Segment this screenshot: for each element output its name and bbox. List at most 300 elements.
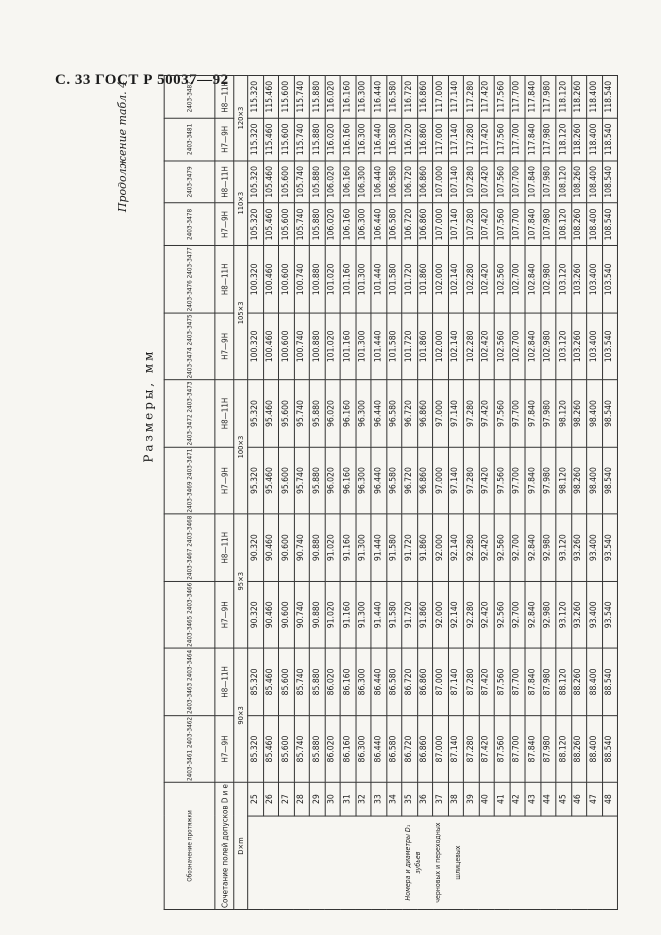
designation-cell: 2403-3463 2403-3464: [164, 648, 215, 715]
diameter-value: 115.600: [278, 75, 293, 118]
designation-cell: 2403-3479: [164, 161, 215, 204]
diameter-value: 108.540: [602, 203, 617, 246]
diameter-value: 106.300: [356, 203, 371, 246]
diameter-value: 90.600: [278, 581, 293, 648]
numbers-diameters-label: Номера и диаметры D₁ зубьев: [403, 824, 422, 901]
diameter-value: 101.160: [340, 313, 355, 380]
diameter-value: 107.560: [494, 161, 509, 204]
table-row: [587, 75, 602, 909]
tooth-number: 27: [278, 783, 293, 816]
diameter-value: 91.020: [325, 514, 340, 581]
diameter-value: 101.580: [386, 246, 401, 313]
diameter-value: 86.860: [417, 648, 432, 715]
diameter-value: 108.400: [587, 161, 602, 204]
diameter-value: 88.120: [556, 715, 571, 782]
diameter-value: 95.880: [309, 380, 324, 447]
diameter-value: 118.540: [602, 75, 617, 118]
diameter-value: 90.320: [248, 514, 263, 581]
rotated-table-region: [110, 70, 655, 910]
diameter-value: 90.880: [309, 514, 324, 581]
diameter-value: 105.460: [263, 203, 278, 246]
diameter-value: 100.600: [278, 313, 293, 380]
diameter-value: 96.860: [417, 380, 432, 447]
diameter-value: 106.720: [402, 203, 417, 246]
tooth-number: 47: [587, 783, 602, 816]
diameter-value: 96.020: [325, 380, 340, 447]
diameter-value: 85.880: [309, 648, 324, 715]
module-cell: 105×3: [234, 246, 248, 380]
tooth-number: 48: [602, 783, 617, 816]
diameter-value: 91.580: [386, 581, 401, 648]
designation-header: Обозначение протяжки: [164, 783, 215, 910]
diameter-value: 100.880: [309, 246, 324, 313]
diameter-value: 116.580: [386, 118, 401, 161]
diameter-value: 100.320: [248, 246, 263, 313]
diameter-value: 98.260: [571, 447, 586, 514]
diameter-value: 91.720: [402, 514, 417, 581]
diameter-value: 107.840: [525, 203, 540, 246]
diameter-value: 88.400: [587, 715, 602, 782]
diameter-value: 116.440: [371, 75, 386, 118]
diameter-value: 87.280: [463, 648, 478, 715]
diameter-value: 93.400: [587, 514, 602, 581]
diameter-value: 88.260: [571, 648, 586, 715]
diameter-value: 106.720: [402, 161, 417, 204]
diameter-value: 108.400: [587, 203, 602, 246]
diameter-value: 115.740: [294, 75, 309, 118]
diameter-value: 118.260: [571, 75, 586, 118]
diameter-value: 102.560: [494, 313, 509, 380]
tooth-number: 30: [325, 783, 340, 816]
diameter-value: 86.300: [356, 648, 371, 715]
table-row: [510, 75, 525, 909]
diameter-value: 106.860: [417, 161, 432, 204]
fit-cell: H7—9H: [215, 581, 234, 648]
diameter-value: 106.160: [340, 203, 355, 246]
diameter-value: 118.120: [556, 118, 571, 161]
diameter-value: 107.700: [510, 161, 525, 204]
diameter-value: 87.140: [448, 715, 463, 782]
diameter-value: 97.560: [494, 447, 509, 514]
tooth-number: 44: [540, 783, 555, 816]
tooth-number: 41: [494, 783, 509, 816]
diameter-value: 96.440: [371, 447, 386, 514]
fit-cell: H8—11H: [215, 648, 234, 715]
diameter-value: 103.400: [587, 246, 602, 313]
diameter-value: 86.020: [325, 715, 340, 782]
diameter-value: 92.140: [448, 514, 463, 581]
diameter-value: 101.440: [371, 313, 386, 380]
diameter-value: 95.740: [294, 380, 309, 447]
diameter-value: 117.000: [433, 118, 448, 161]
fit-cell: H7—9H: [215, 447, 234, 514]
tooth-number: 40: [479, 783, 494, 816]
diameter-value: 117.140: [448, 75, 463, 118]
diameter-value: 116.580: [386, 75, 401, 118]
diameter-value: 92.700: [510, 514, 525, 581]
diameter-value: 116.160: [340, 75, 355, 118]
designation-cell: 2403-3472 2403-3473: [164, 380, 215, 447]
diameter-value: 116.860: [417, 118, 432, 161]
diameter-value: 93.120: [556, 514, 571, 581]
diameter-value: 91.440: [371, 514, 386, 581]
diameter-value: 102.140: [448, 313, 463, 380]
diameter-value: 102.840: [525, 246, 540, 313]
diameter-value: 116.020: [325, 118, 340, 161]
diameter-value: 88.540: [602, 715, 617, 782]
diameter-value: 88.260: [571, 715, 586, 782]
diameter-value: 101.020: [325, 313, 340, 380]
diameter-value: 107.280: [463, 161, 478, 204]
designation-row: [164, 75, 215, 909]
diameter-value: 90.460: [263, 514, 278, 581]
diameter-value: 90.600: [278, 514, 293, 581]
diameter-value: 91.020: [325, 581, 340, 648]
diameter-value: 96.020: [325, 447, 340, 514]
diameter-value: 101.440: [371, 246, 386, 313]
page-header: С. 33 ГОСТ Р 50037—92: [55, 72, 229, 88]
designation-cell: 2403-3474 2403-3475: [164, 313, 215, 380]
diameter-value: 92.280: [463, 581, 478, 648]
diameter-value: 86.440: [371, 715, 386, 782]
diameter-value: 97.000: [433, 447, 448, 514]
diameter-value: 106.440: [371, 203, 386, 246]
diameter-value: 105.600: [278, 203, 293, 246]
diameter-value: 85.740: [294, 648, 309, 715]
fit-cell: H7—9H: [215, 313, 234, 380]
landscape-page: [110, 75, 652, 910]
diameter-value: 107.700: [510, 203, 525, 246]
diameter-value: 92.980: [540, 581, 555, 648]
diameter-value: 101.580: [386, 313, 401, 380]
diameter-value: 107.980: [540, 203, 555, 246]
table-row: [278, 75, 293, 909]
diameter-value: 98.120: [556, 447, 571, 514]
diameter-value: 96.300: [356, 447, 371, 514]
diameter-value: 95.460: [263, 447, 278, 514]
diameter-value: 106.300: [356, 161, 371, 204]
diameter-value: 103.120: [556, 246, 571, 313]
table-row: [602, 75, 617, 909]
diameter-value: 101.300: [356, 313, 371, 380]
diameter-value: 105.880: [309, 203, 324, 246]
diameter-value: 117.280: [463, 118, 478, 161]
diameter-value: 85.740: [294, 715, 309, 782]
diameter-value: 105.320: [248, 203, 263, 246]
diameter-value: 96.160: [340, 380, 355, 447]
diameter-value: 87.560: [494, 648, 509, 715]
table-row: [386, 75, 401, 909]
diameter-value: 105.740: [294, 161, 309, 204]
tooth-number: 46: [571, 783, 586, 816]
diameter-value: 107.000: [433, 161, 448, 204]
diameter-value: 103.540: [602, 313, 617, 380]
diameter-value: 98.540: [602, 447, 617, 514]
table-row: [325, 75, 340, 909]
diameter-value: 105.320: [248, 161, 263, 204]
diameter-value: 97.000: [433, 380, 448, 447]
table-row: [402, 75, 417, 909]
diameter-value: 117.560: [494, 118, 509, 161]
units-title: Размеры, мм: [141, 348, 156, 463]
diameter-value: 107.140: [448, 161, 463, 204]
diameter-value: 87.280: [463, 715, 478, 782]
diameter-value: 91.860: [417, 581, 432, 648]
diameter-value: 93.400: [587, 581, 602, 648]
diameter-value: 107.000: [433, 203, 448, 246]
table-row: [463, 75, 478, 909]
designation-cell: 2403-3461 2403-3462: [164, 715, 215, 782]
diameter-value: 117.980: [540, 118, 555, 161]
diameter-value: 91.720: [402, 581, 417, 648]
diameter-value: 97.980: [540, 447, 555, 514]
diameter-value: 96.720: [402, 447, 417, 514]
diameter-value: 86.160: [340, 715, 355, 782]
diameter-value: 92.280: [463, 514, 478, 581]
diameter-value: 102.000: [433, 246, 448, 313]
diameter-value: 116.720: [402, 75, 417, 118]
diameter-value: 96.860: [417, 447, 432, 514]
fit-cell: H8—11H: [215, 514, 234, 581]
diameter-value: 92.140: [448, 581, 463, 648]
diameter-value: 92.700: [510, 581, 525, 648]
diameter-value: 91.160: [340, 581, 355, 648]
diameter-value: 115.740: [294, 118, 309, 161]
diameter-value: 108.260: [571, 161, 586, 204]
diameter-value: 117.840: [525, 75, 540, 118]
diameter-value: 116.440: [371, 118, 386, 161]
diameter-value: 90.320: [248, 581, 263, 648]
fit-cell: H7—9H: [215, 715, 234, 782]
combination-header: Сочетание полей допусков D и e: [215, 783, 234, 910]
diameter-value: 98.260: [571, 380, 586, 447]
table-row: [479, 75, 494, 909]
diameter-value: 118.400: [587, 118, 602, 161]
diameter-value: 100.600: [278, 246, 293, 313]
diameter-value: 97.420: [479, 447, 494, 514]
diameter-value: 116.720: [402, 118, 417, 161]
table-row: [556, 75, 571, 909]
tooth-number: 43: [525, 783, 540, 816]
diameter-value: 105.460: [263, 161, 278, 204]
diameter-value: 108.120: [556, 203, 571, 246]
diameter-value: 95.460: [263, 380, 278, 447]
diameter-value: 116.160: [340, 118, 355, 161]
diameter-value: 87.420: [479, 648, 494, 715]
diameter-value: 97.280: [463, 447, 478, 514]
diameter-value: 107.420: [479, 203, 494, 246]
diameter-value: 92.420: [479, 514, 494, 581]
diameter-value: 108.120: [556, 161, 571, 204]
fit-cell: H8—11H: [215, 380, 234, 447]
diameter-value: 90.460: [263, 581, 278, 648]
diameter-value: 118.260: [571, 118, 586, 161]
diameter-value: 115.880: [309, 75, 324, 118]
fit-row: [215, 75, 234, 909]
table-row: [494, 75, 509, 909]
diameter-value: 92.560: [494, 514, 509, 581]
diameter-value: 117.840: [525, 118, 540, 161]
diameter-value: 86.160: [340, 648, 355, 715]
diameter-value: 102.140: [448, 246, 463, 313]
table-row: [309, 75, 324, 909]
diameter-value: 97.420: [479, 380, 494, 447]
diameter-value: 117.140: [448, 118, 463, 161]
diameter-value: 117.700: [510, 75, 525, 118]
module-row: [234, 75, 248, 909]
diameter-value: 115.880: [309, 118, 324, 161]
diameter-value: 87.700: [510, 648, 525, 715]
diameter-value: 101.300: [356, 246, 371, 313]
diameter-value: 85.880: [309, 715, 324, 782]
fit-cell: H8—11H: [215, 161, 234, 204]
tooth-number: 39: [463, 783, 478, 816]
diameter-value: 102.980: [540, 313, 555, 380]
diameter-value: 101.860: [417, 246, 432, 313]
diameter-value: 95.320: [248, 380, 263, 447]
diameter-value: 98.540: [602, 380, 617, 447]
diameter-value: 97.700: [510, 380, 525, 447]
diameter-value: 87.000: [433, 648, 448, 715]
tooth-number: 28: [294, 783, 309, 816]
diameter-value: 92.000: [433, 581, 448, 648]
designation-cell: 2403-3482: [164, 75, 215, 118]
diameter-value: 102.980: [540, 246, 555, 313]
diameter-value: 95.740: [294, 447, 309, 514]
diameter-value: 91.300: [356, 581, 371, 648]
diameter-value: 102.700: [510, 313, 525, 380]
table-row: [356, 75, 371, 909]
diameter-value: 95.880: [309, 447, 324, 514]
module-cell: 110×3: [234, 161, 248, 246]
diameter-value: 92.560: [494, 581, 509, 648]
diameter-value: 97.140: [448, 380, 463, 447]
diameter-value: 97.140: [448, 447, 463, 514]
tooth-number: 33: [371, 783, 386, 816]
diameter-value: 100.880: [309, 313, 324, 380]
diameter-value: 87.980: [540, 648, 555, 715]
diameter-value: 106.580: [386, 203, 401, 246]
table-row: [340, 75, 355, 909]
tooth-number: 32: [356, 783, 371, 816]
diameter-value: 102.000: [433, 313, 448, 380]
diameter-value: 95.600: [278, 447, 293, 514]
diameter-value: 95.320: [248, 447, 263, 514]
designation-cell: 2403-3476 2403-3477: [164, 246, 215, 313]
fit-cell: H8—11H: [215, 246, 234, 313]
diameter-value: 115.600: [278, 118, 293, 161]
diameter-value: 100.740: [294, 313, 309, 380]
diameter-value: 106.020: [325, 203, 340, 246]
diameter-value: 117.980: [540, 75, 555, 118]
table-row: [448, 75, 463, 909]
diameter-value: 107.280: [463, 203, 478, 246]
diameter-value: 90.880: [309, 581, 324, 648]
diameter-value: 108.260: [571, 203, 586, 246]
diameter-value: 92.420: [479, 581, 494, 648]
diameter-value: 102.700: [510, 246, 525, 313]
diameter-value: 96.580: [386, 447, 401, 514]
diameter-value: 103.260: [571, 246, 586, 313]
diameter-value: 93.540: [602, 581, 617, 648]
diameter-value: 85.600: [278, 648, 293, 715]
diameter-value: 102.420: [479, 313, 494, 380]
diameter-value: 116.300: [356, 118, 371, 161]
diameter-value: 103.540: [602, 246, 617, 313]
slotting-label: шлицевых: [453, 845, 462, 880]
diameter-value: 90.740: [294, 514, 309, 581]
diameter-value: 102.840: [525, 313, 540, 380]
table-row: [417, 75, 432, 909]
diameter-value: 106.440: [371, 161, 386, 204]
fit-cell: H7—9H: [215, 203, 234, 246]
fit-cell: H7—9H: [215, 118, 234, 161]
diameter-value: 101.020: [325, 246, 340, 313]
table-row: [571, 75, 586, 909]
diameter-value: 95.600: [278, 380, 293, 447]
diameter-value: 117.280: [463, 75, 478, 118]
diameter-value: 107.980: [540, 161, 555, 204]
module-cell: 120×3: [234, 75, 248, 160]
diameter-value: 108.540: [602, 161, 617, 204]
diameter-value: 116.020: [325, 75, 340, 118]
diameter-value: 85.460: [263, 648, 278, 715]
diameter-value: 116.300: [356, 75, 371, 118]
tooth-number: 36: [417, 783, 432, 816]
diameter-value: 102.420: [479, 246, 494, 313]
diameter-value: 101.720: [402, 246, 417, 313]
table-row: [263, 75, 278, 909]
diameter-value: 86.860: [417, 715, 432, 782]
diameter-value: 92.980: [540, 514, 555, 581]
continuation-label: Продолжение табл. 4: [115, 80, 129, 213]
diameter-value: 106.160: [340, 161, 355, 204]
diameter-value: 93.260: [571, 581, 586, 648]
designation-cell: 2403-3478: [164, 203, 215, 246]
diameter-value: 102.280: [463, 246, 478, 313]
diameter-value: 85.460: [263, 715, 278, 782]
diameter-value: 92.000: [433, 514, 448, 581]
diameter-value: 115.460: [263, 118, 278, 161]
diameter-value: 86.720: [402, 715, 417, 782]
module-cell: 95×3: [234, 514, 248, 648]
tooth-number: 25: [248, 783, 263, 816]
diameter-value: 91.580: [386, 514, 401, 581]
diameter-value: 97.840: [525, 447, 540, 514]
diameter-value: 87.560: [494, 715, 509, 782]
tooth-number: 34: [386, 783, 401, 816]
diameter-value: 101.860: [417, 313, 432, 380]
diameter-value: 100.740: [294, 246, 309, 313]
diameter-value: 118.400: [587, 75, 602, 118]
broach-dimensions-table: [164, 75, 618, 910]
diameter-value: 91.300: [356, 514, 371, 581]
designation-cell: 2403-3469 2403-3471: [164, 447, 215, 514]
diameter-value: 93.260: [571, 514, 586, 581]
diameter-value: 101.720: [402, 313, 417, 380]
diameter-value: 96.580: [386, 380, 401, 447]
diameter-value: 87.840: [525, 648, 540, 715]
diameter-value: 85.320: [248, 715, 263, 782]
tooth-number: 29: [309, 783, 324, 816]
row-group-label: [248, 816, 618, 910]
diameter-value: 87.140: [448, 648, 463, 715]
diameter-value: 106.020: [325, 161, 340, 204]
diameter-value: 103.400: [587, 313, 602, 380]
diameter-value: 92.840: [525, 581, 540, 648]
diameter-value: 102.280: [463, 313, 478, 380]
diameter-value: 88.400: [587, 648, 602, 715]
